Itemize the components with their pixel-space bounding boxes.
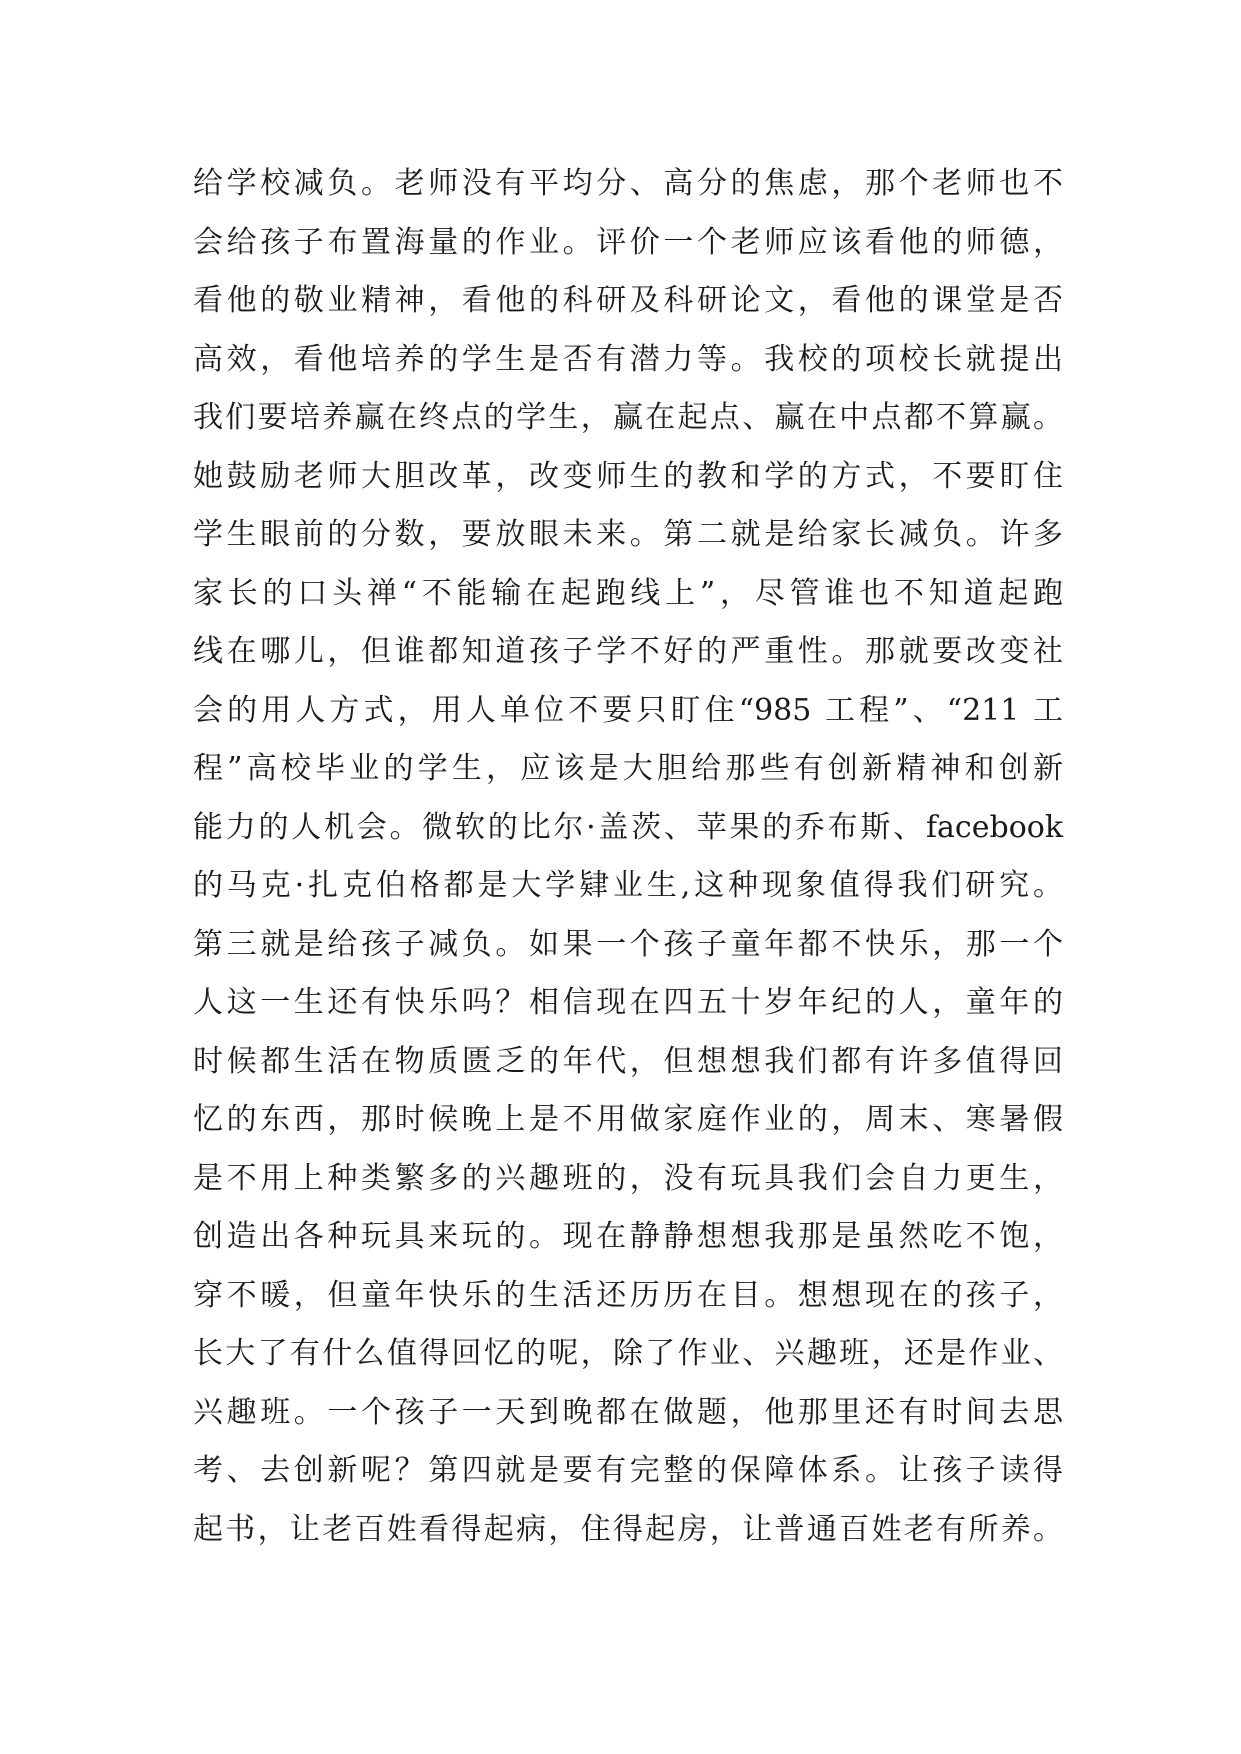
text-line: 我们要培养赢在终点的学生，赢在起点、赢在中点都不算赢。 (193, 400, 1063, 435)
text-line: 给学校减负。老师没有平均分、高分的焦虑，那个老师也不 (193, 166, 1063, 201)
text-line: 兴趣班。一个孩子一天到晚都在做题，他那里还有时间去思 (193, 1394, 1063, 1430)
text-line: 学生眼前的分数，要放眼未来。第二就是给家长减负。许多 (193, 517, 1063, 552)
text-line: 是不用上种类繁多的兴趣班的，没有玩具我们会自力更生， (193, 1160, 1063, 1196)
text-line: 穿不暖，但童年快乐的生活还历历在目。想想现在的孩子， (193, 1277, 1063, 1313)
text-line: 创造出各种玩具来玩的。现在静静想想我那是虽然吃不饱， (193, 1219, 1063, 1254)
text-line: 能力的人机会。微软的比尔·盖茨、苹果的乔布斯、facebook (193, 809, 1063, 845)
text-line: 长大了有什么值得回忆的呢，除了作业、兴趣班，还是作业、 (193, 1336, 1063, 1371)
text-line: 考、去创新呢？第四就是要有完整的保障体系。让孩子读得 (193, 1453, 1063, 1488)
text-line: 的马克·扎克伯格都是大学肄业生,这种现象值得我们研究。 (193, 868, 1063, 903)
text-line: 家长的口头禅“不能输在起跑线上”，尽管谁也不知道起跑 (193, 575, 1063, 611)
text-line: 人这一生还有快乐吗？相信现在四五十岁年纪的人，童年的 (193, 985, 1063, 1020)
text-line: 会给孩子布置海量的作业。评价一个老师应该看他的师德， (193, 224, 1063, 260)
text-line: 第三就是给孩子减负。如果一个孩子童年都不快乐，那一个 (193, 926, 1063, 962)
text-line: 起书，让老百姓看得起病，住得起房，让普通百姓老有所养。 (193, 1511, 1063, 1547)
text-line: 忆的东西，那时候晚上是不用做家庭作业的，周末、寒暑假 (193, 1102, 1063, 1137)
text-line: 线在哪儿，但谁都知道孩子学不好的严重性。那就要改变社 (193, 634, 1063, 669)
text-line: 会的用人方式，用人单位不要只盯住“985 工程”、“211 工 (193, 692, 1063, 728)
text-line: 高效，看他培养的学生是否有潜力等。我校的项校长就提出 (193, 341, 1063, 377)
text-line: 看他的敬业精神，看他的科研及科研论文，看他的课堂是否 (193, 283, 1063, 318)
text-line: 时候都生活在物质匮乏的年代，但想想我们都有许多值得回 (193, 1043, 1063, 1079)
body-text (193, 155, 1063, 1559)
text-line: 她鼓励老师大胆改革，改变师生的教和学的方式，不要盯住 (193, 458, 1063, 494)
text-line: 程”高校毕业的学生，应该是大胆给那些有创新精神和创新 (193, 751, 1063, 786)
